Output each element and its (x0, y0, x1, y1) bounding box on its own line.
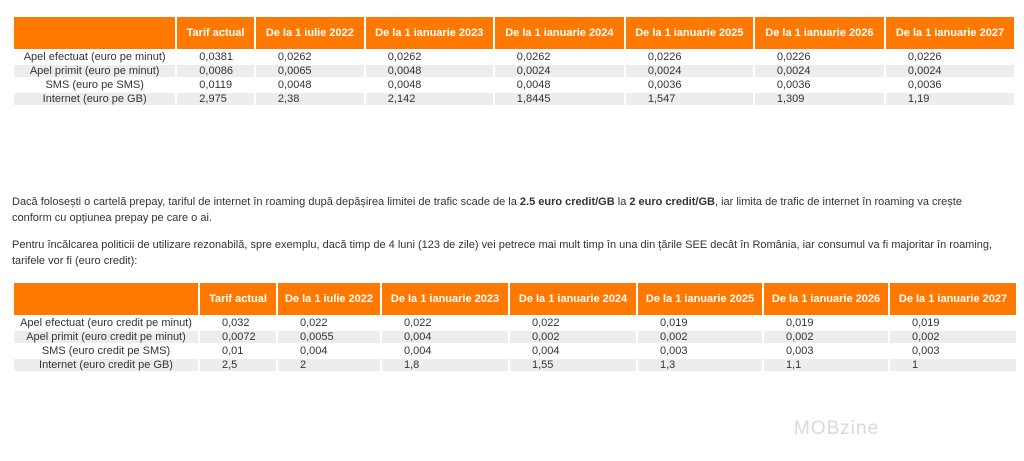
header-jan-2023: De la 1 ianuarie 2023 (366, 17, 493, 49)
row-label: Internet (euro credit pe GB) (14, 359, 198, 371)
header-jan-2026: De la 1 ianuarie 2026 (764, 283, 888, 315)
table-cell: 0,0048 (366, 79, 493, 91)
table-cell: 1,3 (638, 359, 762, 371)
table-row (14, 331, 1016, 343)
table-cell: 0,003 (638, 345, 762, 357)
table-row (14, 79, 1014, 91)
table-cell: 2,5 (200, 359, 276, 371)
header-empty-cell (14, 283, 198, 315)
table-cell: 0,0381 (177, 51, 254, 63)
table-cell: 1,547 (626, 93, 753, 105)
paragraph-text: Dacă folosești o cartelă prepay, tariful de internet în roaming după depășirea limitei de trafic scade de la (12, 196, 520, 208)
table-cell: 0,003 (890, 345, 1016, 357)
header-jan-2027: De la 1 ianuarie 2027 (886, 17, 1014, 49)
header-tarif-actual: Tarif actual (200, 283, 276, 315)
row-label: Internet (euro pe GB) (14, 93, 175, 105)
table-cell: 0,0262 (495, 51, 624, 63)
table-cell: 0,004 (510, 345, 636, 357)
header-jan-2024: De la 1 ianuarie 2024 (510, 283, 636, 315)
table-cell: 2,38 (256, 93, 364, 105)
site-watermark: MOBzine (794, 418, 880, 439)
table-cell: 0,0055 (278, 331, 380, 343)
table-cell: 0,0048 (256, 79, 364, 91)
highlight-old-rate: 2.5 euro credit/GB (519, 196, 615, 208)
table-cell: 0,0262 (256, 51, 364, 63)
table-cell: 0,0262 (366, 51, 493, 63)
table-cell: 0,002 (764, 331, 888, 343)
table-row (14, 359, 1016, 371)
table-cell: 0,019 (890, 317, 1016, 329)
table-row (14, 65, 1014, 77)
table-cell: 2 (278, 359, 380, 371)
paragraph-text: la (614, 196, 630, 208)
table-cell: 1,19 (886, 93, 1014, 105)
row-label: SMS (euro credit pe SMS) (14, 345, 198, 357)
header-jan-2026: De la 1 ianuarie 2026 (755, 17, 884, 49)
row-label: SMS (euro pe SMS) (14, 79, 175, 91)
table-cell: 0,0226 (755, 51, 884, 63)
row-label: Apel efectuat (euro credit pe minut) (14, 317, 198, 329)
header-empty-cell (14, 17, 175, 49)
table-cell: 1 (890, 359, 1016, 371)
highlight-new-rate: 2 euro credit/GB (629, 196, 715, 208)
table-cell: 0,022 (382, 317, 508, 329)
header-jan-2024: De la 1 ianuarie 2024 (495, 17, 624, 49)
row-label: Apel primit (euro credit pe minut) (14, 331, 198, 343)
table-cell: 0,0036 (626, 79, 753, 91)
header-tarif-actual: Tarif actual (177, 17, 254, 49)
table-cell: 2,142 (366, 93, 493, 105)
table-cell: 0,0024 (755, 65, 884, 77)
table-cell: 1,8 (382, 359, 508, 371)
table-cell: 0,032 (200, 317, 276, 329)
fair-use-tariff-table (12, 281, 1018, 373)
table-cell: 0,0024 (886, 65, 1014, 77)
table-cell: 0,0086 (177, 65, 254, 77)
table-cell: 0,0024 (626, 65, 753, 77)
table-header-row (14, 17, 1014, 49)
header-jan-2027: De la 1 ianuarie 2027 (890, 283, 1016, 315)
row-label: Apel efectuat (euro pe minut) (14, 51, 175, 63)
table-cell: 0,0048 (495, 79, 624, 91)
table-cell: 0,0024 (495, 65, 624, 77)
table-row (14, 317, 1016, 329)
roaming-tariff-table (12, 15, 1016, 107)
table-cell: 0,0119 (177, 79, 254, 91)
header-jul-2022: De la 1 iulie 2022 (256, 17, 364, 49)
table-cell: 1,55 (510, 359, 636, 371)
table-cell: 1,8445 (495, 93, 624, 105)
table-cell: 0,002 (510, 331, 636, 343)
table-cell: 0,0226 (886, 51, 1014, 63)
table-cell: 0,0048 (366, 65, 493, 77)
table-cell: 0,003 (764, 345, 888, 357)
table-cell: 0,0226 (626, 51, 753, 63)
table-cell: 0,022 (510, 317, 636, 329)
table-cell: 0,0072 (200, 331, 276, 343)
header-jan-2025: De la 1 ianuarie 2025 (626, 17, 753, 49)
table-cell: 0,022 (278, 317, 380, 329)
table-cell: 0,002 (890, 331, 1016, 343)
table-cell: 0,019 (764, 317, 888, 329)
fair-use-policy-paragraph: Pentru încălcarea politicii de utilizare rezonabilă, spre exemplu, dacă timp de 4 luni (123 de zile) vei petrece mai mult timp în una din țările SEE decât în România, iar consumul va fi majoritar în roaming, tarifele vor fi (euro credit): (12, 239, 993, 267)
table-cell: 0,004 (382, 331, 508, 343)
table-header-row (14, 283, 1016, 315)
table-cell: 1,309 (755, 93, 884, 105)
header-jan-2023: De la 1 ianuarie 2023 (382, 283, 508, 315)
table-cell: 0,01 (200, 345, 276, 357)
table-cell: 0,0036 (755, 79, 884, 91)
header-jan-2025: De la 1 ianuarie 2025 (638, 283, 762, 315)
table-cell: 0,004 (278, 345, 380, 357)
header-jul-2022: De la 1 iulie 2022 (278, 283, 380, 315)
table-cell: 0,0036 (886, 79, 1014, 91)
table-cell: 2,975 (177, 93, 254, 105)
table-row (14, 51, 1014, 63)
table-row (14, 345, 1016, 357)
prepay-internet-paragraph (12, 194, 1002, 226)
row-label: Apel primit (euro pe minut) (14, 65, 175, 77)
table-cell: 0,002 (638, 331, 762, 343)
table-cell: 1,1 (764, 359, 888, 371)
paragraph-text: , iar limita de trafic de internet în roaming va crește conform cu opțiunea prepay pe care o ai. (12, 196, 962, 224)
table-cell: 0,0065 (256, 65, 364, 77)
table-cell: 0,019 (638, 317, 762, 329)
table-row (14, 93, 1014, 105)
table-cell: 0,004 (382, 345, 508, 357)
